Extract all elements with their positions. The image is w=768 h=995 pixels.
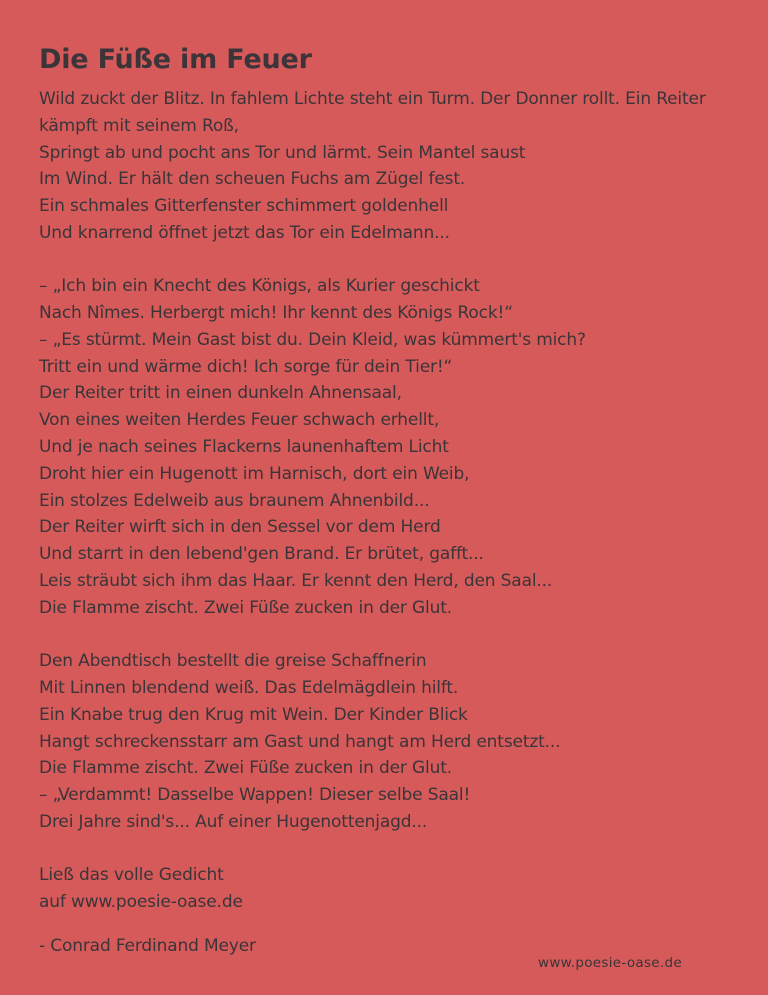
stanza-2 bbox=[39, 273, 739, 621]
poem-line: Drei Jahre sind's... Auf einer Hugenottenjagd... bbox=[39, 811, 428, 832]
poem-line: Die Flamme zischt. Zwei Füße zucken in der Glut. bbox=[39, 597, 453, 618]
poem-title: Die Füße im Feuer bbox=[39, 44, 312, 75]
poem-author: - Conrad Ferdinand Meyer bbox=[39, 936, 256, 956]
poem-line: Und starrt in den lebend'gen Brand. Er brütet, gafft... bbox=[39, 544, 484, 565]
poem-line: Von eines weiten Herdes Feuer schwach erhellt, bbox=[39, 410, 440, 431]
poem-line: Den Abendtisch bestellt die greise Schaffnerin bbox=[39, 651, 427, 672]
poem-line: Springt ab und pocht ans Tor und lärmt. Sein Mantel saust bbox=[39, 142, 526, 163]
poem-line: Tritt ein und wärme dich! Ich sorge für dein Tier!“ bbox=[39, 356, 453, 377]
poem-line: Und je nach seines Flackerns launenhaftem Licht bbox=[39, 437, 449, 458]
poem-line: Ein Knabe trug den Krug mit Wein. Der Kinder Blick bbox=[39, 704, 468, 725]
poem-line: Nach Nîmes. Herbergt mich! Ihr kennt des Königs Rock!“ bbox=[39, 303, 513, 324]
stanza-3 bbox=[39, 648, 739, 836]
poem-line: – „Ich bin ein Knecht des Königs, als Kurier geschickt bbox=[39, 276, 480, 297]
poem-line: Ein stolzes Edelweib aus braunem Ahnenbild... bbox=[39, 490, 430, 511]
poem-line: Wild zuckt der Blitz. In fahlem Lichte steht ein Turm. Der Donner rollt. Ein Reiter kämpft mit seinem Roß, bbox=[39, 89, 706, 136]
poem-page bbox=[39, 40, 739, 942]
poem-line: Die Flamme zischt. Zwei Füße zucken in der Glut. bbox=[39, 758, 453, 779]
poem-line: Der Reiter tritt in einen dunkeln Ahnensaal, bbox=[39, 383, 402, 404]
poem-line: Leis sträubt sich ihm das Haar. Er kennt den Herd, den Saal... bbox=[39, 571, 553, 592]
poem-line: Im Wind. Er hält den scheuen Fuchs am Zügel fest. bbox=[39, 169, 466, 190]
poem-line: Ein schmales Gitterfenster schimmert goldenhell bbox=[39, 196, 449, 217]
read-more-note bbox=[39, 862, 739, 916]
read-more-line: Ließ das volle Gedicht bbox=[39, 865, 224, 886]
read-more-link-line[interactable]: auf www.poesie-oase.de bbox=[39, 892, 243, 913]
poem-line: – „Verdammt! Dasselbe Wappen! Dieser selbe Saal! bbox=[39, 785, 471, 806]
poem-line: Hangt schreckensstarr am Gast und hangt am Herd entsetzt... bbox=[39, 731, 561, 752]
poem-line: – „Es stürmt. Mein Gast bist du. Dein Kleid, was kümmert's mich? bbox=[39, 329, 586, 350]
footer-url[interactable]: www.poesie-oase.de bbox=[538, 955, 682, 971]
poem-line: Der Reiter wirft sich in den Sessel vor dem Herd bbox=[39, 517, 441, 538]
poem-line: Droht hier ein Hugenott im Harnisch, dort ein Weib, bbox=[39, 463, 470, 484]
poem-line: Und knarrend öffnet jetzt das Tor ein Edelmann... bbox=[39, 222, 450, 243]
stanza-1 bbox=[39, 86, 739, 247]
poem-line: Mit Linnen blendend weiß. Das Edelmägdlein hilft. bbox=[39, 677, 459, 698]
